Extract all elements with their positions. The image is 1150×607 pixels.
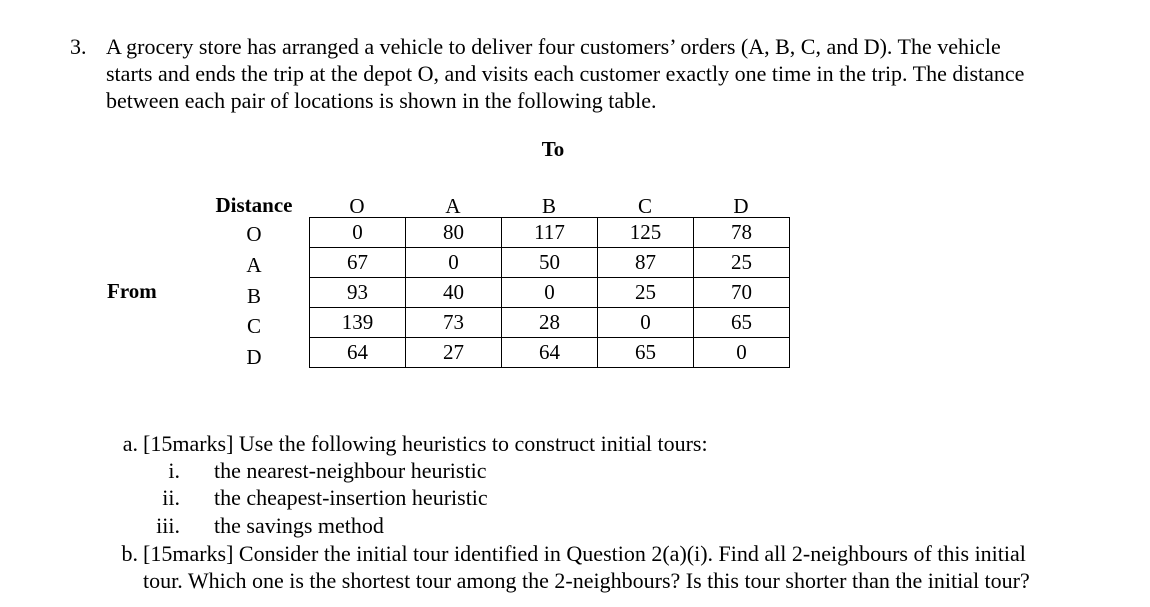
to-label: To (541, 137, 565, 161)
table-cell: 0 (310, 218, 406, 248)
table-cell: 73 (406, 308, 502, 338)
table-row (310, 308, 790, 338)
part-a-item-2-label: ii. (162, 485, 180, 510)
part-b-line-1: [15marks] Consider the initial tour identified in Question 2(a)(i). Find all 2-neighbours of this initial (143, 541, 1026, 566)
table-cell: 50 (502, 248, 598, 278)
table-cell: 64 (502, 338, 598, 368)
table-cell: 0 (694, 338, 790, 368)
table-cell: 78 (694, 218, 790, 248)
row-label-o: O (246, 222, 262, 246)
column-header-o: O (349, 194, 365, 218)
part-a-item-3-text: the savings method (214, 513, 384, 538)
question-line-1: A grocery store has arranged a vehicle to deliver four customers’ orders (A, B, C, and D). The vehicle (106, 34, 1001, 59)
table-cell: 139 (310, 308, 406, 338)
part-b-label: b. (121, 541, 138, 566)
table-cell: 27 (406, 338, 502, 368)
part-a-item-3-label: iii. (156, 513, 180, 538)
table-cell: 28 (502, 308, 598, 338)
table-cell: 0 (598, 308, 694, 338)
table-row (310, 218, 790, 248)
table-cell: 70 (694, 278, 790, 308)
table-cell: 40 (406, 278, 502, 308)
part-a-item-2-text: the cheapest-insertion heuristic (214, 485, 488, 510)
distance-header: Distance (215, 193, 293, 217)
row-label-a: A (246, 253, 262, 277)
part-b-line-2: tour. Which one is the shortest tour among the 2-neighbours? Is this tour shorter than the initial tour? (143, 568, 1030, 593)
table-cell: 0 (406, 248, 502, 278)
from-label: From (107, 279, 157, 303)
table-cell: 25 (598, 278, 694, 308)
table-cell: 25 (694, 248, 790, 278)
column-header-c: C (637, 194, 652, 218)
question-text (106, 33, 1116, 114)
table-cell: 0 (502, 278, 598, 308)
row-label-d: D (246, 345, 262, 369)
table-cell: 117 (502, 218, 598, 248)
part-a-label: a. (122, 431, 138, 456)
table-cell: 65 (694, 308, 790, 338)
column-header-b: B (541, 194, 556, 218)
table-cell: 87 (598, 248, 694, 278)
table-row (310, 338, 790, 368)
question-line-3: between each pair of locations is shown in the following table. (106, 88, 657, 113)
part-a-item-1-text: the nearest-neighbour heuristic (214, 458, 487, 483)
table-cell: 125 (598, 218, 694, 248)
table-cell: 80 (406, 218, 502, 248)
distance-table (309, 217, 790, 368)
question-number: 3. (70, 34, 87, 59)
table-row (310, 278, 790, 308)
question-line-2: starts and ends the trip at the depot O, and visits each customer exactly one time in the trip. The distance (106, 61, 1025, 86)
table-cell: 64 (310, 338, 406, 368)
row-label-c: C (246, 314, 261, 338)
table-cell: 93 (310, 278, 406, 308)
row-label-b: B (246, 284, 261, 308)
column-header-a: A (445, 194, 461, 218)
part-a-item-1-label: i. (168, 458, 180, 483)
table-cell: 67 (310, 248, 406, 278)
part-a-text: [15marks] Use the following heuristics to construct initial tours: (143, 431, 708, 456)
column-header-d: D (733, 194, 749, 218)
table-cell: 65 (598, 338, 694, 368)
table-row (310, 248, 790, 278)
